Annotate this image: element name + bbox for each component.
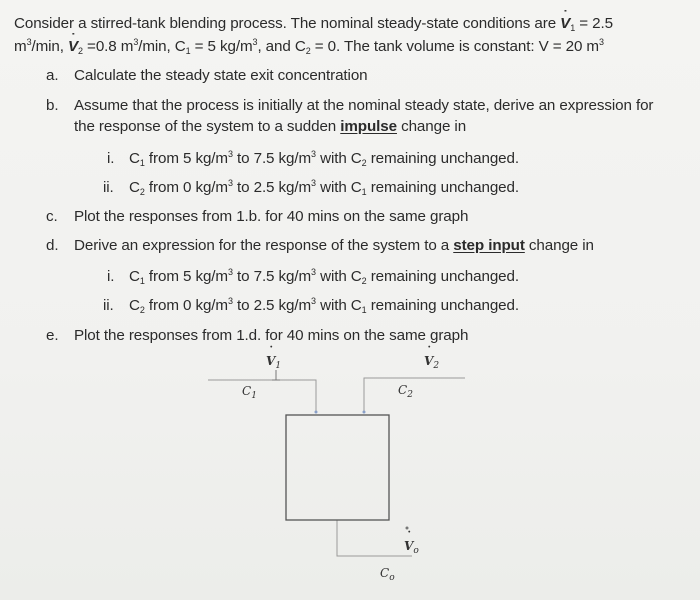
c1-label: $C_1$ xyxy=(242,384,257,401)
step-input-emphasis: step input xyxy=(453,237,525,254)
text: to 2.5 kg/m xyxy=(232,179,312,196)
var: C xyxy=(129,150,140,167)
text: remaining unchanged. xyxy=(366,179,519,196)
sub: 2 xyxy=(139,187,145,197)
v1-symbol: ˙ V xyxy=(560,15,570,33)
exponent: 3 xyxy=(598,37,604,47)
sub: 2 xyxy=(139,305,145,315)
item-marker: b. xyxy=(46,97,59,114)
exponent: 3 xyxy=(26,37,32,47)
exponent: 3 xyxy=(133,37,139,47)
c2-label: $C_2$ xyxy=(398,383,413,400)
v1-label: ˙ $V_1$ xyxy=(266,354,281,368)
c2-value: = 0. The tank volume is constant: V = 20 m xyxy=(310,38,599,55)
sub: 1 xyxy=(139,158,145,168)
v2-label: ˙ $V_2$ xyxy=(424,354,439,368)
subitem-marker: ii. xyxy=(103,179,114,196)
unit-text: /min, xyxy=(31,38,68,55)
exponent: 3 xyxy=(252,37,258,47)
text: to 7.5 kg/m xyxy=(232,268,312,285)
co-label: $C_o$ xyxy=(380,566,395,583)
item-text: the response of the system to a sudden xyxy=(74,118,341,135)
text: with C xyxy=(315,150,362,167)
v2-symbol: ˙ V xyxy=(68,38,78,56)
v1-subscript: 1 xyxy=(570,23,576,33)
inlet-pipe-2 xyxy=(364,378,465,412)
tank xyxy=(286,415,389,520)
item-text: Derive an expression for the response of the system to a xyxy=(74,237,454,254)
c2-subscript: 2 xyxy=(305,46,311,56)
subitem-marker: i. xyxy=(107,150,115,167)
v2-value: =0.8 m xyxy=(82,38,134,55)
exp: 3 xyxy=(311,149,316,159)
v2-subscript: 2 xyxy=(78,46,83,56)
sub: 1 xyxy=(361,305,367,315)
text: from 0 kg/m xyxy=(144,297,228,314)
inlet-pipe-1 xyxy=(208,380,316,412)
sub: 2 xyxy=(361,276,367,286)
impulse-emphasis: impulse xyxy=(340,118,397,135)
item-marker: a. xyxy=(46,67,59,84)
inlet-dot-2 xyxy=(363,411,366,414)
exp: 3 xyxy=(227,267,233,277)
item-marker: c. xyxy=(46,208,58,225)
exp: 3 xyxy=(311,267,316,277)
c1-value: = 5 kg/m xyxy=(190,38,253,55)
v1-arrow-icon xyxy=(272,370,280,380)
text: from 5 kg/m xyxy=(144,268,228,285)
text: with C xyxy=(315,179,362,196)
sub: 1 xyxy=(361,187,367,197)
c1-subscript: 1 xyxy=(185,46,191,56)
item-text: change in xyxy=(524,237,594,254)
item-text: Calculate the steady state exit concentration xyxy=(74,67,368,84)
item-marker: e. xyxy=(46,327,59,344)
sub: 1 xyxy=(139,276,145,286)
text: to 7.5 kg/m xyxy=(232,150,312,167)
vo-label: ˙ $V_o$ xyxy=(404,539,419,553)
exp: 3 xyxy=(227,149,233,159)
text: with C xyxy=(315,297,362,314)
text: from 5 kg/m xyxy=(144,150,228,167)
text: remaining unchanged. xyxy=(366,268,519,285)
item-text: Plot the responses from 1.d. for 40 mins on the same graph xyxy=(74,327,469,344)
var: C xyxy=(129,179,140,196)
item-text: Plot the responses from 1.b. for 40 mins on the same graph xyxy=(74,208,469,225)
item-text: change in xyxy=(396,118,467,135)
c2-label: , and C xyxy=(257,38,306,55)
exp: 3 xyxy=(311,178,316,188)
exp: 3 xyxy=(311,296,316,306)
text: remaining unchanged. xyxy=(366,150,519,167)
item-text: Assume that the process is initially at the nominal steady state, derive an expression for xyxy=(74,97,654,114)
v1-value: = 2.5 xyxy=(575,15,613,32)
text: with C xyxy=(315,268,362,285)
text: from 0 kg/m xyxy=(144,179,228,196)
text: to 2.5 kg/m xyxy=(232,297,312,314)
var: C xyxy=(129,297,140,314)
sub: 2 xyxy=(361,158,367,168)
c1-label: /min, C xyxy=(138,38,186,55)
unit-m: m xyxy=(14,38,27,55)
outlet-pipe xyxy=(337,520,412,556)
subitem-marker: i. xyxy=(107,268,115,285)
subitem-marker: ii. xyxy=(103,297,114,314)
exp: 3 xyxy=(227,178,233,188)
exp: 3 xyxy=(227,296,233,306)
inlet-dot-1 xyxy=(315,411,318,414)
intro-text: Consider a stirred-tank blending process. The nominal steady-state conditions are xyxy=(14,15,561,32)
var: C xyxy=(129,268,140,285)
item-marker: d. xyxy=(46,237,59,254)
text: remaining unchanged. xyxy=(366,297,519,314)
